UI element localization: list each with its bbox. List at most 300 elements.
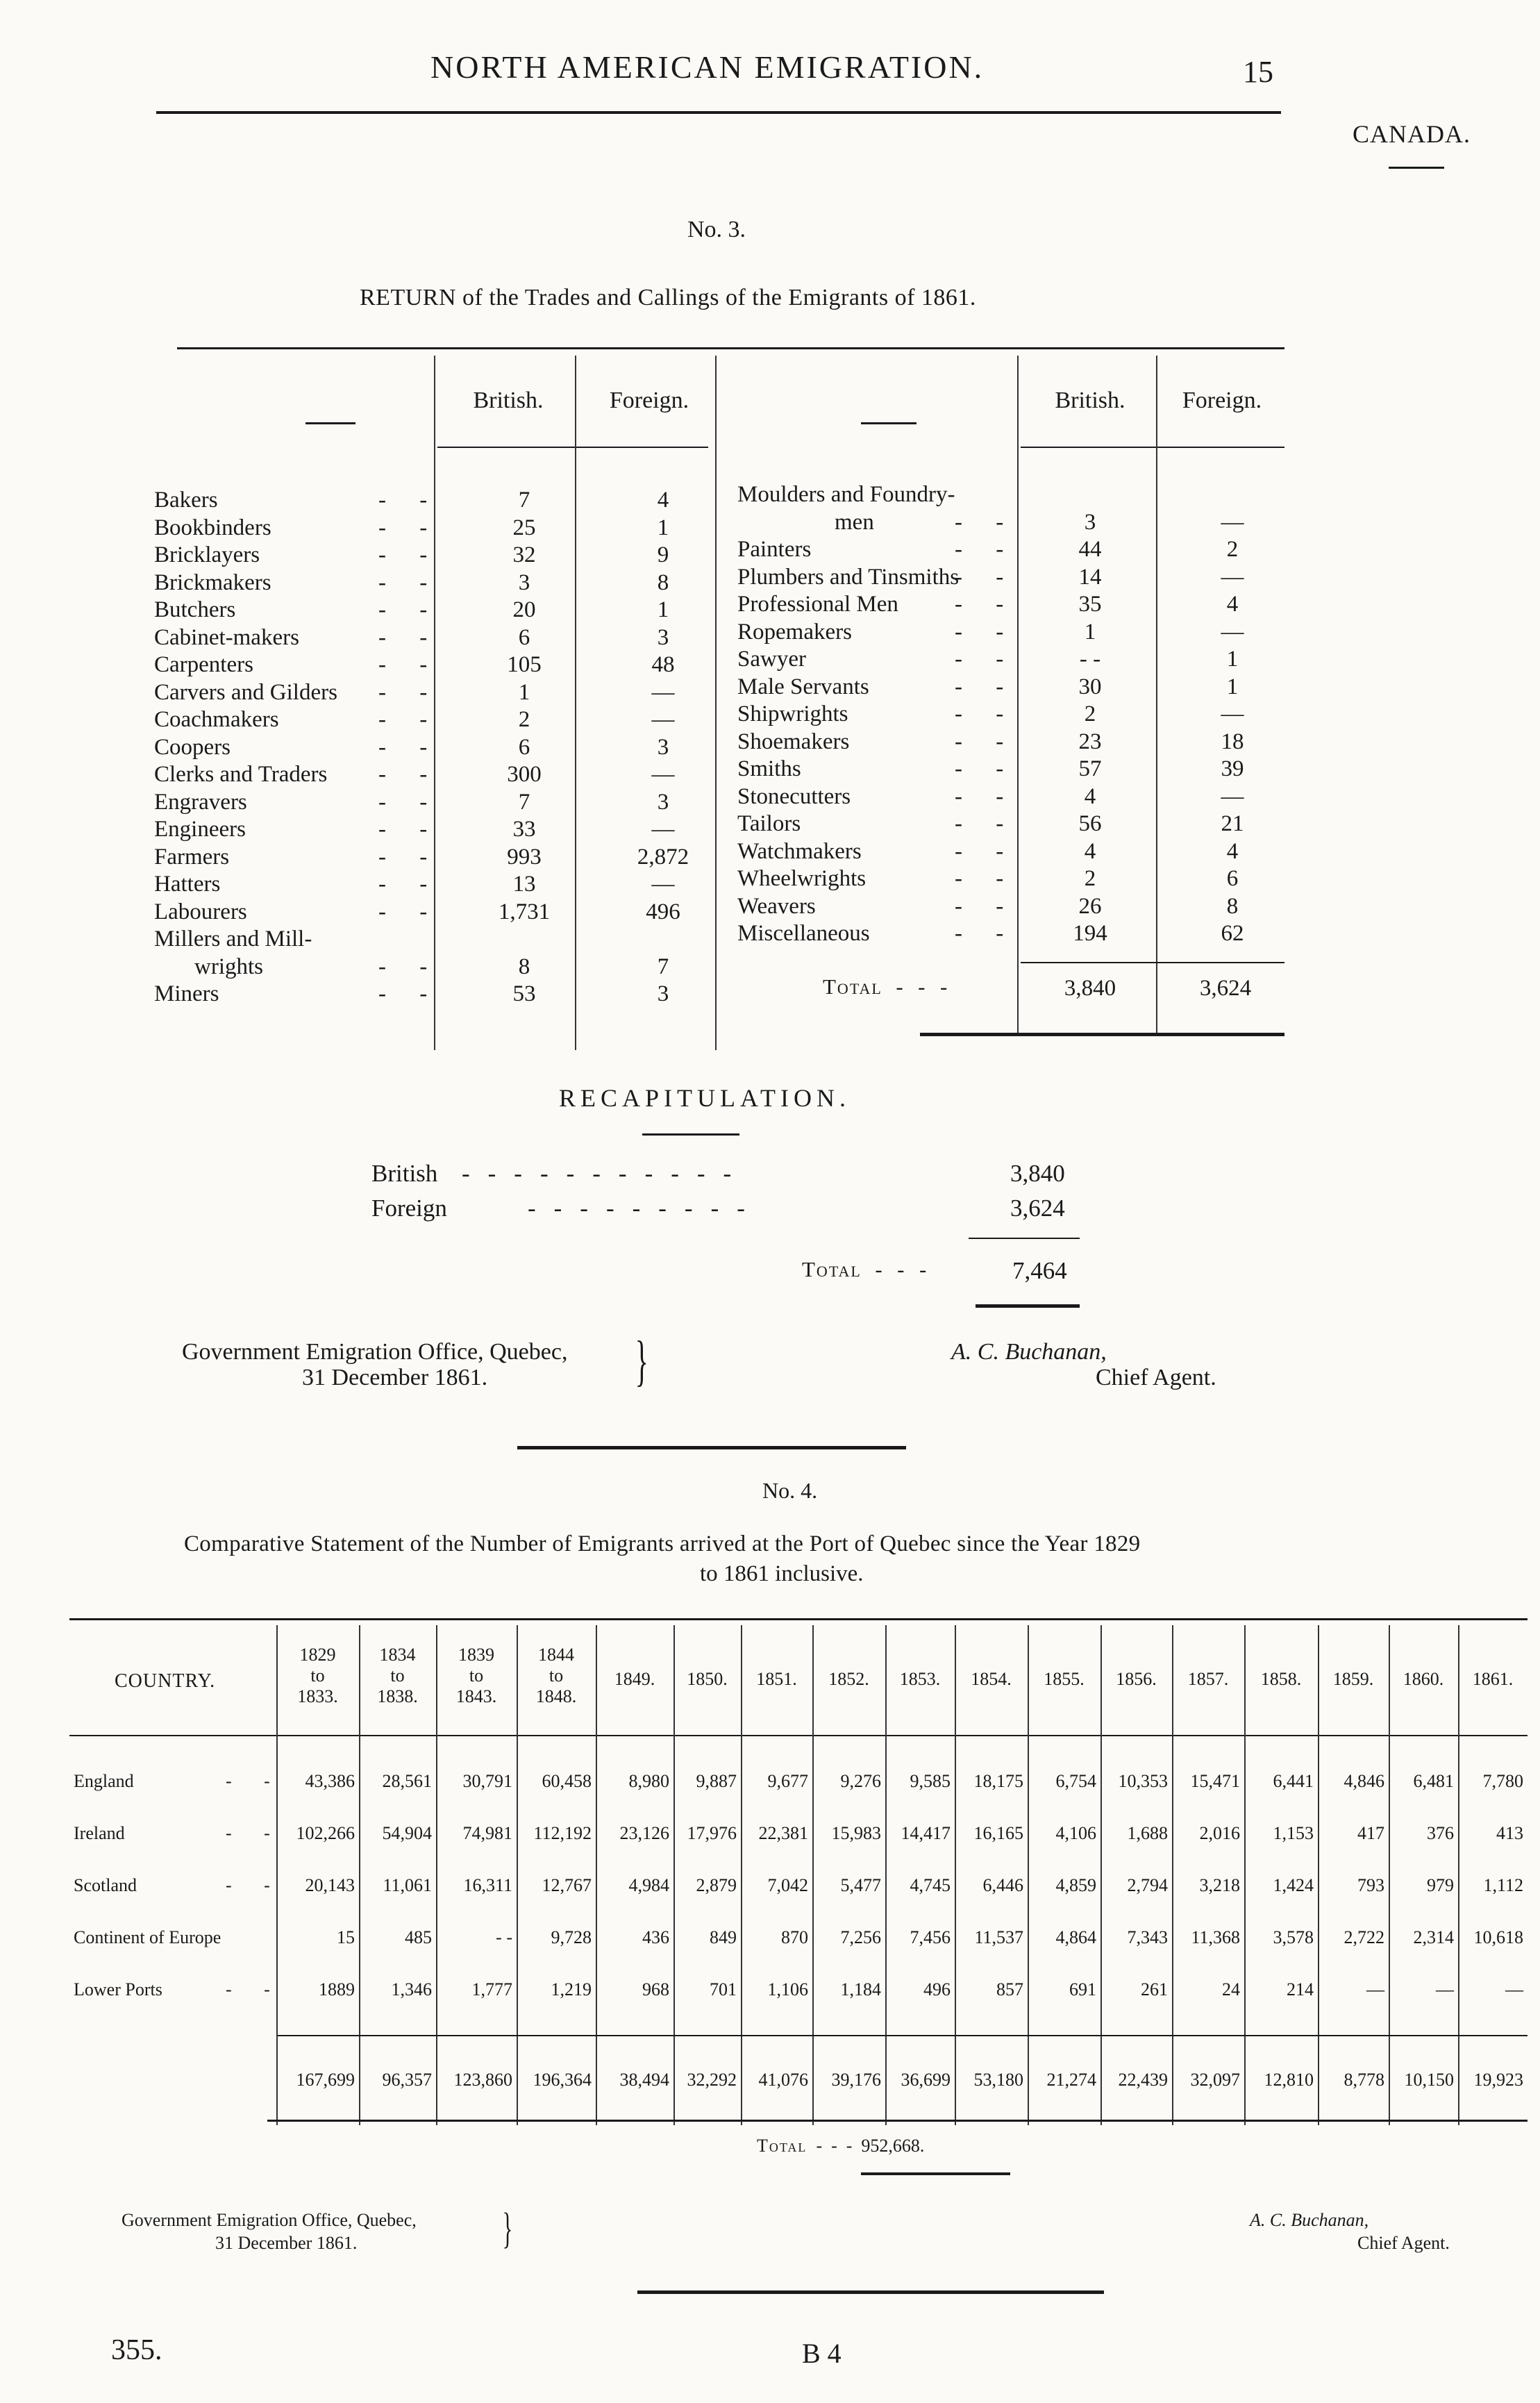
table3-row-foreign: —: [651, 817, 675, 842]
recap-total-value: 7,464: [1012, 1257, 1067, 1284]
dot-leaders: - -: [378, 899, 442, 924]
table3-row-british: 25: [512, 515, 536, 540]
table3-row-name: Bakers: [154, 488, 218, 513]
table3-row-name: Carpenters: [154, 652, 253, 677]
table4-cell: 43,386: [305, 1771, 355, 1791]
table4-cell: 28,561: [382, 1771, 432, 1791]
dot-leaders: - - -: [861, 1257, 928, 1281]
dot-leaders: - -: [955, 674, 1018, 699]
recap-dot-leaders: ---------: [528, 1195, 763, 1222]
recap-total-label: Total: [802, 1257, 862, 1281]
dot-leaders: - -: [378, 734, 442, 760]
table4-cell: 5,477: [840, 1875, 881, 1895]
table4-total-cell: 41,076: [758, 2070, 808, 2090]
table4-cell: —: [1436, 1979, 1454, 1999]
table4-cell: 17,976: [687, 1823, 737, 1843]
table3-row-name: Sawyer: [737, 647, 806, 672]
table3-row-name: Wheelwrights: [737, 866, 867, 891]
table4-cell: 30,791: [462, 1771, 512, 1791]
dot-leaders: - -: [378, 707, 442, 732]
table3-row-foreign: —: [1221, 564, 1244, 590]
table4-cell: 691: [1069, 1979, 1096, 1999]
table4-column-header: 1851.: [756, 1669, 797, 1689]
table4-cell: 2,016: [1199, 1823, 1240, 1843]
table3-row-british: 4: [1084, 783, 1096, 809]
table4-cell: 22,381: [758, 1823, 808, 1843]
table4-total-cell: 32,292: [687, 2070, 737, 2090]
table4-cell: 3,578: [1273, 1927, 1314, 1947]
recap-total: [802, 1257, 928, 1282]
table4-cell: - -: [496, 1927, 512, 1947]
table3-row-foreign: 39: [1221, 756, 1244, 781]
table3-row-british: 3: [1084, 509, 1096, 535]
table3-row-british: 3: [518, 569, 530, 595]
table4-row-country: Ireland: [74, 1823, 125, 1843]
table3-row-british: 105: [507, 652, 542, 677]
dot-leaders: - -: [378, 817, 442, 842]
table3-stub-dash-left: [306, 422, 355, 424]
table3-row-british: 7: [518, 488, 530, 513]
table4-total-cell: 12,810: [1264, 2070, 1314, 2090]
signature2-name: A. C. Buchanan,: [1250, 2210, 1369, 2230]
table4-cell: 112,192: [533, 1823, 592, 1843]
table3-row-british: 6: [518, 734, 530, 760]
table4-column-header: 1850.: [687, 1669, 728, 1689]
table3-row-name: Miners: [154, 981, 219, 1006]
table3-row-british: 57: [1078, 756, 1102, 781]
table3-row-british: 26: [1078, 893, 1102, 919]
table4-total-cell: 19,923: [1473, 2070, 1523, 2090]
signature1-date: 31 December 1861.: [302, 1365, 488, 1390]
table3-number: No. 3.: [687, 217, 746, 242]
table3-row-british: 14: [1078, 564, 1102, 590]
table3-row-name: Bricklayers: [154, 542, 260, 567]
table4-cell: —: [1366, 1979, 1384, 1999]
table4-cell: 7,256: [840, 1927, 881, 1947]
table4-cell: 11,537: [974, 1927, 1023, 1947]
table4-row-country: Lower Ports: [74, 1979, 162, 1999]
table3-row-british: 993: [507, 844, 542, 870]
table3-row-foreign: —: [651, 707, 675, 732]
dot-leaders: - - -: [807, 2136, 862, 2156]
table4-cell: 16,165: [973, 1823, 1023, 1843]
table3-bottom-rule: [920, 1033, 1284, 1036]
dot-leaders: - -: [378, 679, 442, 705]
table4-cell: 1,777: [471, 1979, 512, 1999]
table3-row-foreign: —: [651, 762, 675, 787]
table3-row-foreign: 7: [657, 954, 669, 979]
table4-cell: 4,984: [628, 1875, 669, 1895]
table4-cell: 3,218: [1199, 1875, 1240, 1895]
table3-row-name: Engravers: [154, 789, 247, 815]
table4-column-header: 1838.: [377, 1686, 418, 1706]
table4-cell: 413: [1496, 1823, 1523, 1843]
table3-row-british: 20: [512, 597, 536, 622]
table4-totals-rule: [278, 2035, 1528, 2036]
table3-row-foreign: 48: [651, 652, 675, 677]
table4-cell: 1,106: [767, 1979, 808, 1999]
table4-cell: 11,061: [383, 1875, 432, 1895]
recap-underline: [642, 1133, 739, 1136]
table4-cell: 54,904: [382, 1823, 432, 1843]
signature2-brace: }: [502, 2205, 513, 2252]
table3-row-name: Butchers: [154, 597, 236, 622]
table4-column-header: 1859.: [1332, 1669, 1374, 1689]
table4-header-rule: [69, 1735, 1528, 1736]
table4-column-header: to: [390, 1665, 405, 1686]
table4-cell: 1,219: [551, 1979, 592, 1999]
table4-column-header: to: [549, 1665, 564, 1686]
table4-cell: 23,126: [619, 1823, 669, 1843]
table3-row-name: Shipwrights: [737, 701, 848, 726]
signature1-name: A. C. Buchanan,: [951, 1339, 1107, 1365]
table4-column-header: 1834: [379, 1645, 416, 1665]
table4-column-header: to: [310, 1665, 325, 1686]
table4-cell: 968: [642, 1979, 669, 1999]
table4-cell: 7,780: [1482, 1771, 1523, 1791]
table3-row-british: 2: [1084, 701, 1096, 726]
table4-cell: 9,276: [840, 1771, 881, 1791]
table4-cell: 376: [1427, 1823, 1454, 1843]
table3-row-british: 53: [512, 981, 536, 1006]
table4-total-cell: 22,439: [1118, 2070, 1168, 2090]
table4-cell: 11,368: [1191, 1927, 1240, 1947]
table4-cell: 6,446: [982, 1875, 1023, 1895]
signature2-office: Government Emigration Office, Quebec,: [122, 2210, 417, 2230]
table4-cell: 9,728: [551, 1927, 592, 1947]
table4-column-header: 1849.: [614, 1669, 655, 1689]
table3-row-name: Watchmakers: [737, 838, 862, 864]
dot-leaders: - -: [226, 1771, 284, 1791]
dot-leaders: - -: [378, 569, 442, 595]
table3-row-foreign: 496: [646, 899, 680, 924]
table4-total-cell: 39,176: [831, 2070, 881, 2090]
table3-row-foreign: 3: [657, 789, 669, 815]
table4-cell: 8,980: [628, 1771, 669, 1791]
table4-column-header: 1853.: [899, 1669, 941, 1689]
table4-cell: 793: [1357, 1875, 1384, 1895]
table3-row-name: Weavers: [737, 893, 816, 919]
recap-sum-rule: [969, 1238, 1080, 1239]
table4-cell: 10,618: [1473, 1927, 1523, 1947]
footer-left-number: 355.: [111, 2334, 162, 2366]
table3-row-name: men: [835, 509, 874, 535]
table3-row-name: Coopers: [154, 734, 231, 760]
table4-total-cell: 167,699: [296, 2070, 355, 2090]
table3-row-british: 30: [1078, 674, 1102, 699]
table4-cell: 9,677: [767, 1771, 808, 1791]
table3-header-rule: [1021, 447, 1284, 448]
table3-row-british: 4: [1084, 838, 1096, 864]
table4-title-line1: Comparative Statement of the Number of Emigrants arrived at the Port of Quebec since the Year 1829: [184, 1531, 1141, 1556]
table4-grand-total-label: Total: [757, 2136, 807, 2156]
dot-leaders: - -: [378, 542, 442, 567]
table4-column-header: 1858.: [1260, 1669, 1302, 1689]
table4-total-cell: 32,097: [1190, 2070, 1240, 2090]
table3-row-british: 7: [518, 789, 530, 815]
signature2-date: 31 December 1861.: [215, 2233, 358, 2253]
table4-cell: 7,042: [767, 1875, 808, 1895]
table3-row-name: Moulders and Foundry-: [737, 482, 955, 507]
table4-cell: 2,879: [696, 1875, 737, 1895]
table3-header-foreign-left: Foreign.: [609, 388, 689, 413]
table3-row-foreign: —: [1221, 619, 1244, 645]
table4-total-cell: 10,150: [1404, 2070, 1454, 2090]
table4-cell: 870: [781, 1927, 808, 1947]
table4-column-header: 1843.: [455, 1686, 497, 1706]
table4-cell: 24: [1222, 1979, 1240, 1999]
table4-cell: 1,346: [391, 1979, 432, 1999]
table4-cell: 10,353: [1118, 1771, 1168, 1791]
table4-total-cell: 96,357: [382, 2070, 432, 2090]
table3-row-name: Cabinet-makers: [154, 624, 299, 650]
dot-leaders: - -: [378, 981, 442, 1006]
table3-row-foreign: 4: [1226, 838, 1239, 864]
table3-row-foreign: 3: [657, 734, 669, 760]
table3-row-name: Miscellaneous: [737, 921, 870, 946]
dot-leaders: - -: [955, 701, 1018, 726]
table3-total-text: Total: [823, 974, 882, 999]
recap-dot-leaders: -----------: [462, 1160, 750, 1187]
table3-row-foreign: 4: [1226, 592, 1239, 617]
table4-bottom-rule: [267, 2120, 1528, 2122]
table4-cell: 15,471: [1190, 1771, 1240, 1791]
table3-row-name: Professional Men: [737, 592, 898, 617]
table3-row-name: Male Servants: [737, 674, 869, 699]
table3-row-name: Stonecutters: [737, 783, 851, 809]
dot-leaders: - -: [378, 488, 442, 513]
table4-cell: 7,456: [910, 1927, 951, 1947]
table4-cell: 2,794: [1127, 1875, 1168, 1895]
table4-column-header: 1861.: [1472, 1669, 1514, 1689]
table3-row-foreign: 62: [1221, 921, 1244, 946]
table3-row-name: Tailors: [737, 811, 801, 836]
dot-leaders: - -: [378, 789, 442, 815]
dot-leaders: - -: [955, 783, 1018, 809]
table3-row-name: Clerks and Traders: [154, 762, 328, 787]
table3-row-british: 23: [1078, 729, 1102, 754]
table4-cell: 4,106: [1055, 1823, 1096, 1843]
dot-leaders: - -: [378, 762, 442, 787]
dot-leaders: - -: [378, 515, 442, 540]
table4-column-header: 1839: [458, 1645, 494, 1665]
running-title: NORTH AMERICAN EMIGRATION.: [430, 49, 985, 85]
table4-cell: 496: [923, 1979, 951, 1999]
section-underline: [1389, 167, 1444, 169]
dot-leaders: - -: [226, 1979, 284, 1999]
table4-cell: 261: [1141, 1979, 1168, 1999]
table3-row-british: 1: [518, 679, 530, 705]
table4-column-header: to: [469, 1665, 484, 1686]
table4-cell: 2,722: [1344, 1927, 1384, 1947]
table4-total-cell: 196,364: [533, 2070, 592, 2090]
table4-cell: 14,417: [901, 1823, 951, 1843]
section-separator: [517, 1446, 906, 1449]
table4-column-header: 1856.: [1116, 1669, 1157, 1689]
table3-header-british-right: British.: [1055, 388, 1125, 413]
table3-row-name: Farmers: [154, 844, 230, 870]
table4-cell: 9,887: [696, 1771, 737, 1791]
page-number: 15: [1243, 55, 1273, 89]
table4-cell: 15,983: [831, 1823, 881, 1843]
table3-total-foreign: 3,624: [1199, 976, 1252, 1001]
table4-column-header: 1854.: [971, 1669, 1012, 1689]
signature1-office: Government Emigration Office, Quebec,: [182, 1339, 568, 1365]
dot-leaders: - - -: [882, 974, 949, 999]
table4-cell: 18,175: [973, 1771, 1023, 1791]
dot-leaders: - -: [378, 624, 442, 650]
table4-cell: 1,688: [1127, 1823, 1168, 1843]
table4-cell: —: [1505, 1979, 1523, 1999]
table4-column-header: 1844: [538, 1645, 574, 1665]
table4-grand-total: [757, 2136, 924, 2156]
dot-leaders: - -: [378, 872, 442, 897]
table4-cell: 1,112: [1483, 1875, 1523, 1895]
table4-cell: 857: [996, 1979, 1023, 1999]
dot-leaders: - -: [378, 844, 442, 870]
dot-leaders: - -: [955, 647, 1018, 672]
dot-leaders: - -: [955, 866, 1018, 891]
table4-column-header: 1852.: [828, 1669, 869, 1689]
table3-row-british: 2: [1084, 866, 1096, 891]
table3-row-name: Engineers: [154, 817, 246, 842]
table3-row-name: Millers and Mill-: [154, 926, 312, 951]
table3-row-foreign: 1: [1226, 674, 1239, 699]
dot-leaders: - -: [955, 509, 1018, 535]
table3-row-foreign: 9: [657, 542, 669, 567]
table3-row-name: Plumbers and Tinsmiths: [737, 564, 960, 590]
recap-british-label: British: [371, 1160, 438, 1187]
recap-foreign-label: Foreign: [371, 1195, 447, 1222]
table3-row-foreign: —: [1221, 701, 1244, 726]
table3-row-foreign: —: [1221, 509, 1244, 535]
dot-leaders: - -: [378, 652, 442, 677]
table4-title-line2: to 1861 inclusive.: [700, 1561, 864, 1586]
table3-row-foreign: —: [651, 679, 675, 705]
table3-row-foreign: 18: [1221, 729, 1244, 754]
table4-cell: 979: [1427, 1875, 1454, 1895]
dot-leaders: - -: [955, 729, 1018, 754]
table3-row-name: Hatters: [154, 872, 221, 897]
table3-title: RETURN of the Trades and Callings of the Emigrants of 1861.: [360, 285, 976, 310]
dot-leaders: - -: [226, 1875, 284, 1895]
table4-column-header: 1855.: [1044, 1669, 1085, 1689]
table4-cell: 4,864: [1055, 1927, 1096, 1947]
table4-cell: 849: [710, 1927, 737, 1947]
table4-top-rule: [69, 1618, 1528, 1620]
table3-row-british: 8: [518, 954, 530, 979]
table3-row-british: 33: [512, 817, 536, 842]
table3-row-foreign: 8: [657, 569, 669, 595]
table3-row-name: Painters: [737, 537, 812, 562]
signature2-role: Chief Agent.: [1357, 2233, 1450, 2253]
table4-row-country: England: [74, 1771, 134, 1791]
table3-row-foreign: 4: [657, 488, 669, 513]
table3-top-rule: [177, 347, 1284, 349]
table4-cell: 2,314: [1413, 1927, 1454, 1947]
table4-total-cell: 36,699: [901, 2070, 951, 2090]
table3-row-name: Smiths: [737, 756, 801, 781]
table4-cell: 485: [405, 1927, 432, 1947]
table4-cell: 7,343: [1127, 1927, 1168, 1947]
table4-column-header: 1860.: [1403, 1669, 1444, 1689]
table4-country-header: COUNTRY.: [115, 1670, 216, 1692]
table4-cell: 9,585: [910, 1771, 951, 1791]
table3-header-british-left: British.: [473, 388, 544, 413]
table4-cell: 102,266: [296, 1823, 355, 1843]
table3-row-foreign: 1: [657, 515, 669, 540]
table4-cell: 6,481: [1413, 1771, 1454, 1791]
section-label: CANADA.: [1353, 120, 1471, 148]
table3-row-british: 1: [1084, 619, 1096, 645]
table4-total-cell: 8,778: [1344, 2070, 1384, 2090]
recap-foreign-value: 3,624: [1010, 1195, 1065, 1222]
table4-total-cell: 21,274: [1046, 2070, 1096, 2090]
table3-header-rule: [437, 447, 708, 448]
table3-row-foreign: 3: [657, 624, 669, 650]
table3-header-foreign-right: Foreign.: [1182, 388, 1262, 413]
table4-cell: 1,424: [1273, 1875, 1314, 1895]
recap-british-value: 3,840: [1010, 1160, 1065, 1187]
table3-row-foreign: 2,872: [637, 844, 689, 870]
table3-row-british: 1,731: [498, 899, 551, 924]
table3-row-foreign: 6: [1226, 866, 1239, 891]
table3-col-divider: [1156, 356, 1157, 1036]
table4-cell: 74,981: [462, 1823, 512, 1843]
signature1-role: Chief Agent.: [1096, 1365, 1216, 1390]
table4-cell: 214: [1287, 1979, 1314, 1999]
table4-row-country: Scotland: [74, 1875, 137, 1895]
table3-row-british: 13: [512, 872, 536, 897]
table3-col-divider: [1017, 356, 1019, 1036]
table3-row-british: 194: [1073, 921, 1107, 946]
signature1-brace: }: [635, 1331, 648, 1392]
table3-row-british: 56: [1078, 811, 1102, 836]
dot-leaders: - -: [955, 619, 1018, 645]
table3-total-rule: [1021, 962, 1284, 963]
table4-cell: 4,846: [1344, 1771, 1384, 1791]
table4-total-cell: 53,180: [973, 2070, 1023, 2090]
table4-cell: 15: [337, 1927, 355, 1947]
header-rule: [156, 111, 1281, 114]
table4-cell: 701: [710, 1979, 737, 1999]
table4-cell: 1,184: [840, 1979, 881, 1999]
table4-cell: 4,859: [1055, 1875, 1096, 1895]
table3-row-name: Labourers: [154, 899, 247, 924]
table4-grand-total-rule: [861, 2172, 1010, 2175]
recap-title: RECAPITULATION.: [559, 1084, 851, 1112]
table3-row-name: Ropemakers: [737, 619, 852, 645]
table3-row-british: 35: [1078, 592, 1102, 617]
table4-cell: 6,441: [1273, 1771, 1314, 1791]
table4-row-country: Continent of Europe: [74, 1927, 221, 1947]
table3-row-name: Brickmakers: [154, 569, 271, 595]
table4-column-header: 1833.: [297, 1686, 338, 1706]
table4-cell: 20,143: [305, 1875, 355, 1895]
table3-row-british: 2: [518, 707, 530, 732]
table4-column-header: 1829: [299, 1645, 336, 1665]
table3-row-foreign: 1: [1226, 647, 1239, 672]
table3-row-foreign: 21: [1221, 811, 1244, 836]
dot-leaders: - -: [955, 564, 1018, 590]
table3-col-divider: [715, 356, 717, 1050]
table4-cell: 16,311: [463, 1875, 512, 1895]
table3-row-british: 32: [512, 542, 536, 567]
table4-cell: 1,153: [1273, 1823, 1314, 1843]
table3-row-british: - -: [1079, 647, 1101, 672]
table4-cell: 12,767: [542, 1875, 592, 1895]
table4-total-cell: 123,860: [453, 2070, 512, 2090]
